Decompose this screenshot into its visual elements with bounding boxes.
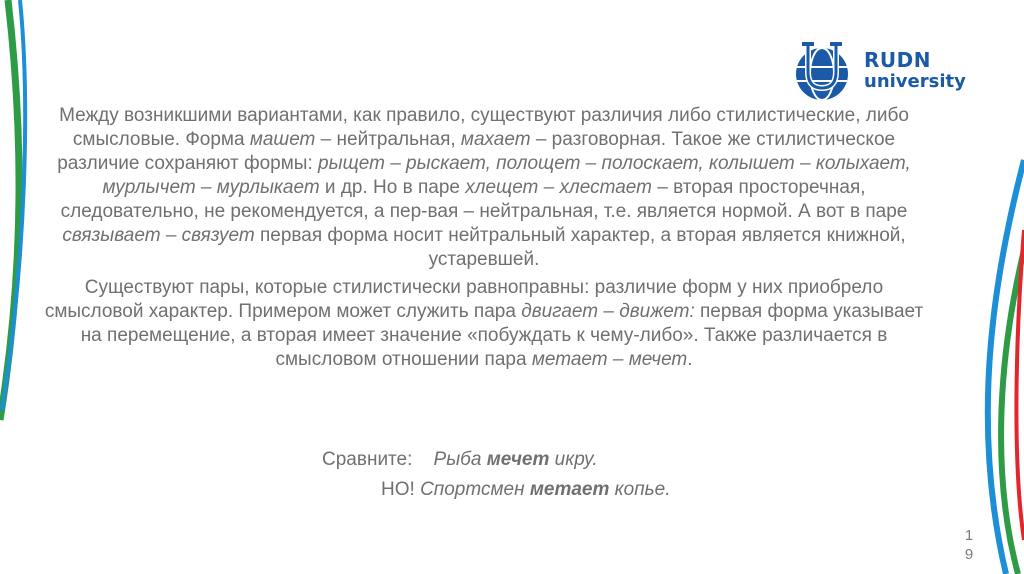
compare-2-italic-1: Спортсмен [420, 479, 530, 500]
rudn-globe-icon [792, 40, 854, 106]
p1-text-6: первая форма носит нейтральный характер, а вторая является книжной, устаревшей. [254, 225, 906, 270]
p1-text-1: Между возникшими вариантами, как правило, существуют различия либо стилистические, либо смысловые. Форма [59, 105, 909, 150]
p1-text-2: – нейтральная, [315, 129, 461, 150]
compare-line-2 [0, 478, 1024, 502]
p1-italic-4: хлещет – хлестает [465, 177, 652, 198]
compare-2-italic-2: копье. [609, 479, 671, 500]
logo-line-1: RUDN [864, 48, 931, 72]
ribbon-blue-left [2, 0, 25, 410]
ribbon-green-left [0, 0, 19, 420]
logo-line-2: university [864, 71, 966, 92]
p1-italic-3: рыщет – рыскает, полощет – полоскает, колышет – колыхает, мурлычет – мурлыкает [102, 153, 911, 198]
p1-text-4: и др. Но в паре [319, 177, 466, 198]
rudn-logo [792, 40, 992, 106]
p2-text-2: первая форма указывает на перемещение, а вторая имеет значение «побуждать к чему-либо». Также различается в смысловом отношении пара [80, 301, 924, 370]
p2-text-3: . [687, 349, 693, 370]
p1-italic-2: махает [460, 129, 531, 150]
p1-italic-5: связывает – связует [62, 225, 255, 246]
main-text [40, 104, 928, 376]
p1-text-3: – разговорная. Такое же стилистическое различие сохраняют формы: [57, 129, 896, 174]
p2-italic-2: метает – мечет [531, 349, 688, 370]
paragraph-2 [40, 276, 928, 372]
p2-text-1: Существуют пары, которые стилистически равноправны: различие форм у них приобрело смысловой характер. Примером может служить пара [44, 277, 884, 322]
paragraph-1 [40, 104, 928, 272]
rudn-wordmark [864, 50, 966, 92]
p1-text-5: – вторая просторечная, следовательно, не рекомендуется, а пер-вая – нейтральная, т.е. является нормой. А вот в паре [60, 177, 908, 222]
ribbon-blue-right [988, 160, 1024, 574]
page-number-line-2: 9 [964, 546, 974, 563]
ribbon-green-right [1001, 250, 1024, 574]
compare-1-bold: мечет [486, 449, 550, 470]
compare-line-1 [0, 448, 1024, 472]
page-number [962, 526, 976, 564]
compare-1-italic-1: Рыба [433, 449, 487, 470]
p2-italic-1: двигает – движет: [521, 301, 695, 322]
compare-1-label: Сравните: [322, 449, 434, 470]
p1-italic-1: машет [249, 129, 316, 150]
compare-2-label: НО! [381, 479, 421, 500]
compare-1-italic-2: икру. [549, 449, 598, 470]
compare-2-bold: метает [529, 479, 610, 500]
page-number-line-1: 1 [964, 527, 974, 544]
